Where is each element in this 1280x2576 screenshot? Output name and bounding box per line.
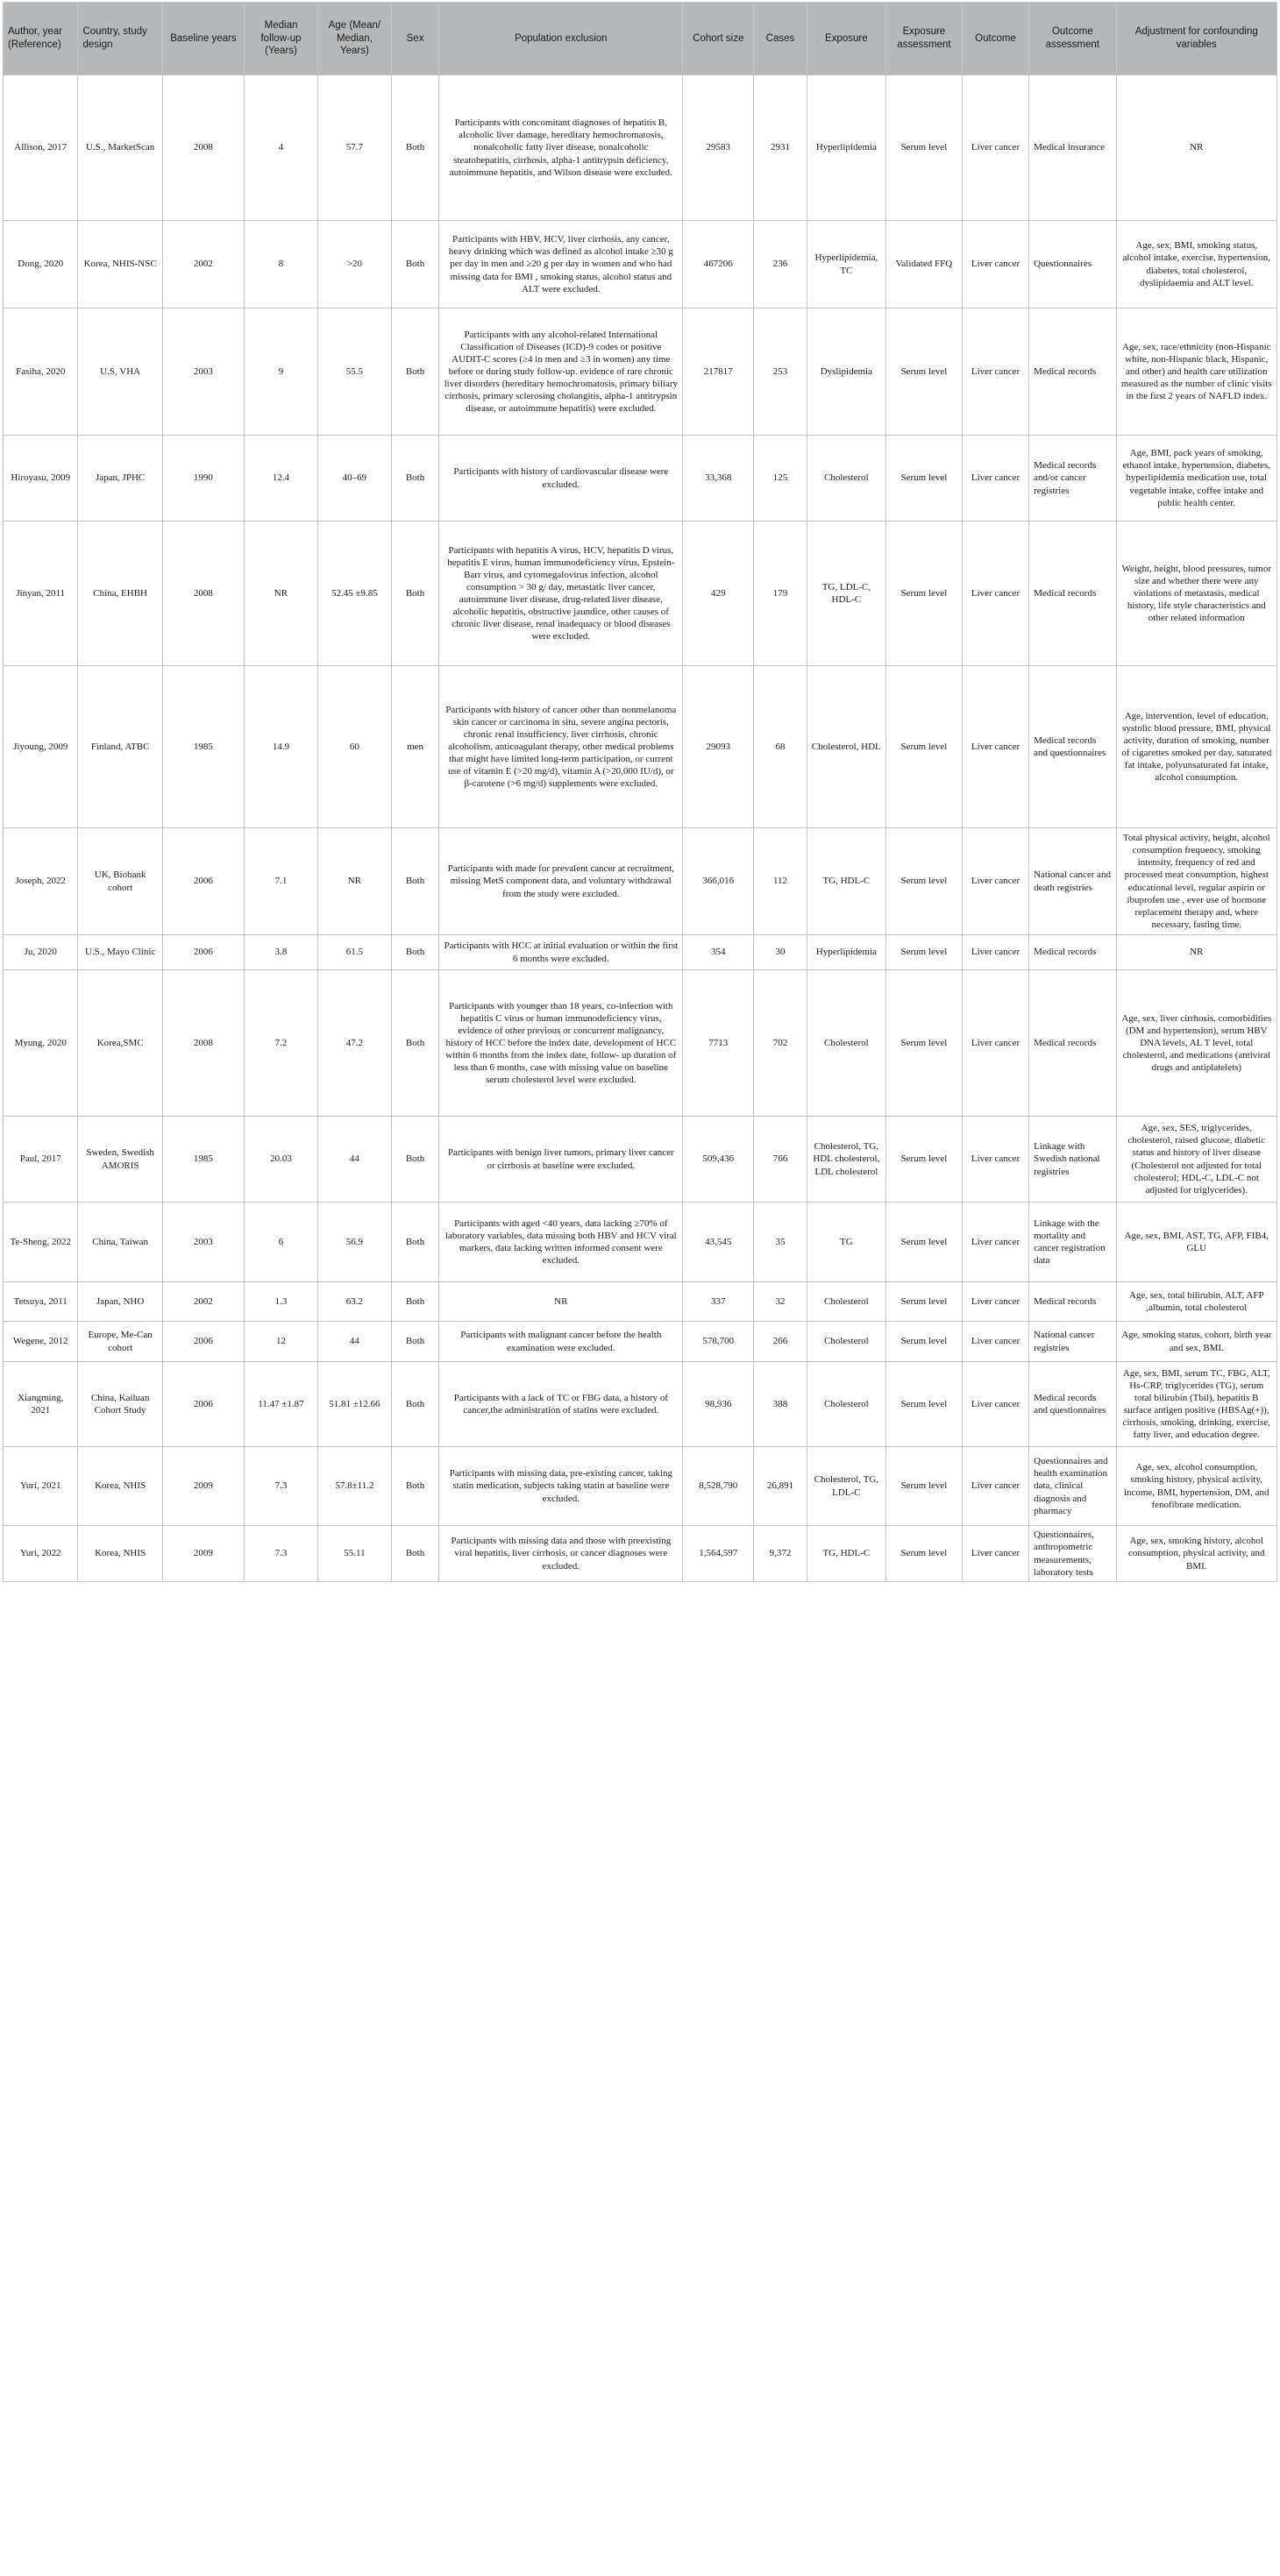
cases-cell: 68: [754, 666, 807, 828]
exposure-assessment-cell: Serum level: [885, 1526, 962, 1582]
adjustment-cell: NR: [1116, 75, 1276, 221]
cohort-size-cell: 467206: [683, 221, 754, 309]
exclusion-cell: NR: [439, 1282, 683, 1322]
exposure-cell: Cholesterol: [807, 1322, 885, 1362]
baseline-year-cell: 1985: [162, 666, 244, 828]
baseline-year-cell: 2002: [162, 1282, 244, 1322]
outcome-assessment-cell: Medical records: [1029, 935, 1116, 970]
baseline-year-cell: 2006: [162, 1362, 244, 1447]
adjustment-cell: Age, sex, alcohol consumption, smoking history, physical activity, income, BMI, hypertension, DM, and fenofibrate medication.: [1116, 1447, 1276, 1526]
exposure-cell: Cholesterol, TG, HDL cholesterol, LDL cholesterol: [807, 1117, 885, 1203]
outcome-assessment-cell: Medical records: [1029, 1282, 1116, 1322]
baseline-year-cell: 1990: [162, 436, 244, 522]
adjustment-cell: Age, sex, BMI, AST, TG, AFP, FIB4, GLU: [1116, 1203, 1276, 1282]
followup-cell: 4: [245, 75, 318, 221]
table-row: [4, 1203, 1277, 1282]
followup-cell: 8: [245, 221, 318, 309]
cohort-size-cell: 366,016: [683, 828, 754, 935]
outcome-assessment-cell: National cancer and death registries: [1029, 828, 1116, 935]
country-cell: Korea, NHIS: [78, 1447, 162, 1526]
adjustment-cell: Age, sex, liver cirrhosis, comorbidities (DM and hypertension), serum HBV DNA levels, AL T level, total cholesterol, and medications (antiviral drugs and antiplatelets): [1116, 970, 1276, 1117]
cohort-size-cell: 429: [683, 522, 754, 666]
sex-cell: Both: [391, 1203, 438, 1282]
cohort-size-cell: 29093: [683, 666, 754, 828]
cases-cell: 9,372: [754, 1526, 807, 1582]
exclusion-cell: Participants with younger than 18 years, co-infection with hepatitis C virus or human immunodeficiency virus, evidence of other previous or concurrent malignancy, history of HCC before the index date, development of HCC within 6 months from the index date, follow- up duration of less than 6 months, case with missing value on baseline serum cholesterol level were excluded.: [439, 970, 683, 1117]
author-cell: Ju, 2020: [4, 935, 78, 970]
cohort-size-cell: 43,545: [683, 1203, 754, 1282]
outcome-cell: Liver cancer: [962, 970, 1028, 1117]
header-cases: Cases: [754, 3, 807, 75]
outcome-cell: Liver cancer: [962, 1322, 1028, 1362]
exposure-assessment-cell: Serum level: [885, 1117, 962, 1203]
baseline-year-cell: 2003: [162, 309, 244, 436]
age-cell: 51.81 ±12.66: [317, 1362, 391, 1447]
cases-cell: 112: [754, 828, 807, 935]
country-cell: Korea,SMC: [78, 970, 162, 1117]
cases-cell: 125: [754, 436, 807, 522]
outcome-cell: Liver cancer: [962, 1526, 1028, 1582]
exclusion-cell: Participants with malignant cancer before the health examination were excluded.: [439, 1322, 683, 1362]
age-cell: 47.2: [317, 970, 391, 1117]
exclusion-cell: Participants with benign liver tumors, primary liver cancer or cirrhosis at baseline were excluded.: [439, 1117, 683, 1203]
exclusion-cell: Participants with made for prevalent cancer at recruitment, missing MetS component data, and voluntary withdrawal from the study were excluded.: [439, 828, 683, 935]
adjustment-cell: Age, sex, race/ethnicity (non-Hispanic white, non-Hispanic black, Hispanic, and other) and health care utilization measured as the number of clinic visits in the first 2 years of NAFLD index.: [1116, 309, 1276, 436]
cohort-size-cell: 578,700: [683, 1322, 754, 1362]
country-cell: Finland, ATBC: [78, 666, 162, 828]
author-cell: Hiroyasu, 2009: [4, 436, 78, 522]
country-cell: China, EHBH: [78, 522, 162, 666]
followup-cell: 14.9: [245, 666, 318, 828]
outcome-cell: Liver cancer: [962, 935, 1028, 970]
header-age: Age (Mean/ Median, Years): [317, 3, 391, 75]
outcome-cell: Liver cancer: [962, 1203, 1028, 1282]
author-cell: Fasiha, 2020: [4, 309, 78, 436]
baseline-year-cell: 2006: [162, 828, 244, 935]
followup-cell: 3.8: [245, 935, 318, 970]
cases-cell: 26,891: [754, 1447, 807, 1526]
exposure-assessment-cell: Serum level: [885, 75, 962, 221]
sex-cell: Both: [391, 970, 438, 1117]
cases-cell: 253: [754, 309, 807, 436]
adjustment-cell: Age, sex, BMI, serum TC, FBG, ALT, Hs-CRP, triglycerides (TG), serum total bilirubin (Tbil), hepatitis B surface antigen positive (HBSAg(+)), cirrhosis, smoking, drinking, exercise, fatty liver, and education degree.: [1116, 1362, 1276, 1447]
header-followup: Median follow-up (Years): [245, 3, 318, 75]
table-row: [4, 1282, 1277, 1322]
sex-cell: Both: [391, 935, 438, 970]
exposure-cell: Cholesterol, HDL: [807, 666, 885, 828]
cases-cell: 30: [754, 935, 807, 970]
sex-cell: Both: [391, 309, 438, 436]
age-cell: 63.2: [317, 1282, 391, 1322]
country-cell: UK, Biobank cohort: [78, 828, 162, 935]
sex-cell: Both: [391, 75, 438, 221]
outcome-cell: Liver cancer: [962, 1447, 1028, 1526]
age-cell: 52.45 ±9.85: [317, 522, 391, 666]
adjustment-cell: Age, sex, SES, triglycerides, cholesterol, raised glucose, diabetic status and history of liver disease (Cholesterol not adjusted for total cholesterol; HDL-C, LDL-C not adjusted for triglycerides).: [1116, 1117, 1276, 1203]
cases-cell: 766: [754, 1117, 807, 1203]
cases-cell: 179: [754, 522, 807, 666]
country-cell: China, Taiwan: [78, 1203, 162, 1282]
outcome-assessment-cell: Medical records: [1029, 970, 1116, 1117]
exclusion-cell: Participants with any alcohol-related International Classification of Diseases (ICD)-9 codes or positive AUDIT-C scores (≥4 in men and ≥3 in women) any time before or during study follow-up. evidence of rare chronic liver disorders (hereditary hemochromatosis, primary biliary cirrhosis, primary sclerosing cholangitis, alpha-1 antitrypsin disease, or autoimmune hepatitis) were excluded.: [439, 309, 683, 436]
baseline-year-cell: 2002: [162, 221, 244, 309]
exclusion-cell: Participants with concomitant diagnoses of hepatitis B, alcoholic liver damage, hereditary hemochromatosis, nonalcoholic fatty liver disease, nonalcoholic steatohepatitis, cirrhosis, alpha-1 antitrypsin deficiency, autoimmune hepatitis, and Wilson disease were excluded.: [439, 75, 683, 221]
exposure-cell: Hyperlipidemia: [807, 75, 885, 221]
age-cell: 55.11: [317, 1526, 391, 1582]
outcome-cell: Liver cancer: [962, 221, 1028, 309]
author-cell: Jiyoung, 2009: [4, 666, 78, 828]
sex-cell: Both: [391, 1526, 438, 1582]
baseline-year-cell: 1985: [162, 1117, 244, 1203]
outcome-cell: Liver cancer: [962, 309, 1028, 436]
age-cell: 56.9: [317, 1203, 391, 1282]
baseline-year-cell: 2006: [162, 935, 244, 970]
cohort-size-cell: 8,528,790: [683, 1447, 754, 1526]
sex-cell: men: [391, 666, 438, 828]
header-exposure: Exposure: [807, 3, 885, 75]
cases-cell: 702: [754, 970, 807, 1117]
table-row: [4, 221, 1277, 309]
followup-cell: NR: [245, 522, 318, 666]
author-cell: Te-Sheng, 2022: [4, 1203, 78, 1282]
adjustment-cell: Total physical activity, height, alcohol consumption frequency, smoking intensity, frequency of red and processed meat consumption, highest educational level, regular aspirin or ibuprofen use , ever use of hormone replacement therapy and, where necessary, fasting time.: [1116, 828, 1276, 935]
baseline-year-cell: 2008: [162, 75, 244, 221]
followup-cell: 12.4: [245, 436, 318, 522]
adjustment-cell: NR: [1116, 935, 1276, 970]
exclusion-cell: Participants with HBV, HCV, liver cirrhosis, any cancer, heavy drinking which was defined as alcohol intake ≥30 g per day in men and ≥20 g per day in women and who had missing data for BMI , smoking status, alcohol status and ALT were excluded.: [439, 221, 683, 309]
country-cell: Japan, JPHC: [78, 436, 162, 522]
outcome-assessment-cell: Linkage with Swedish national registries: [1029, 1117, 1116, 1203]
sex-cell: Both: [391, 1322, 438, 1362]
header-baseline: Baseline years: [162, 3, 244, 75]
header-outcome: Outcome: [962, 3, 1028, 75]
age-cell: 40–69: [317, 436, 391, 522]
outcome-assessment-cell: Medical records: [1029, 309, 1116, 436]
author-cell: Jinyan, 2011: [4, 522, 78, 666]
adjustment-cell: Age, sex, smoking history, alcohol consumption, physical activity, and BMI.: [1116, 1526, 1276, 1582]
author-cell: Yuri, 2022: [4, 1526, 78, 1582]
age-cell: 55.5: [317, 309, 391, 436]
table-row: [4, 1362, 1277, 1447]
sex-cell: Both: [391, 1447, 438, 1526]
exposure-cell: TG, HDL-C: [807, 828, 885, 935]
adjustment-cell: Weight, height, blood pressures, tumor size and whether there were any violations of metastasis, medical history, life style characteristics and other related information: [1116, 522, 1276, 666]
followup-cell: 7.3: [245, 1447, 318, 1526]
author-cell: Wegene, 2012: [4, 1322, 78, 1362]
cases-cell: 388: [754, 1362, 807, 1447]
baseline-year-cell: 2003: [162, 1203, 244, 1282]
country-cell: Japan, NHO: [78, 1282, 162, 1322]
outcome-cell: Liver cancer: [962, 522, 1028, 666]
cohort-size-cell: 33,368: [683, 436, 754, 522]
outcome-assessment-cell: Medical records and/or cancer registries: [1029, 436, 1116, 522]
followup-cell: 7.3: [245, 1526, 318, 1582]
exposure-cell: Hyperlipidemia: [807, 935, 885, 970]
sex-cell: Both: [391, 1362, 438, 1447]
exclusion-cell: Participants with aged <40 years, data lacking ≥70% of laboratory variables, data missing both HBV and HCV viral markers, data lacking written informed consent were excluded.: [439, 1203, 683, 1282]
baseline-year-cell: 2009: [162, 1526, 244, 1582]
table-row: [4, 75, 1277, 221]
exposure-cell: TG: [807, 1203, 885, 1282]
cohort-size-cell: 98,936: [683, 1362, 754, 1447]
outcome-cell: Liver cancer: [962, 1362, 1028, 1447]
outcome-assessment-cell: Medical insurance: [1029, 75, 1116, 221]
exposure-cell: Cholesterol, TG, LDL-C: [807, 1447, 885, 1526]
age-cell: 60: [317, 666, 391, 828]
adjustment-cell: Age, smoking status, cohort, birth year and sex, BMI.: [1116, 1322, 1276, 1362]
author-cell: Yuri, 2021: [4, 1447, 78, 1526]
country-cell: Sweden, Swedish AMORIS: [78, 1117, 162, 1203]
exposure-assessment-cell: Serum level: [885, 1447, 962, 1526]
followup-cell: 1.3: [245, 1282, 318, 1322]
outcome-assessment-cell: Medical records and questionnaires: [1029, 666, 1116, 828]
age-cell: 57.8±11.2: [317, 1447, 391, 1526]
adjustment-cell: Age, intervention, level of education, systolic blood pressure, BMI, physical activity, duration of smoking, number of cigarettes smoked per day, saturated fat intake, polyunsaturated fat intake, alcohol consumption.: [1116, 666, 1276, 828]
exposure-cell: Hyperlipidemia, TC: [807, 221, 885, 309]
exclusion-cell: Participants with missing data and those with preexisting viral hepatitis, liver cirrhosis, or cancer diagnoses were excluded.: [439, 1526, 683, 1582]
exposure-assessment-cell: Serum level: [885, 309, 962, 436]
baseline-year-cell: 2009: [162, 1447, 244, 1526]
author-cell: Dong, 2020: [4, 221, 78, 309]
table-row: [4, 828, 1277, 935]
author-cell: Paul, 2017: [4, 1117, 78, 1203]
outcome-cell: Liver cancer: [962, 828, 1028, 935]
country-cell: Europe, Me-Can cohort: [78, 1322, 162, 1362]
sex-cell: Both: [391, 1282, 438, 1322]
table-row: [4, 309, 1277, 436]
cases-cell: 35: [754, 1203, 807, 1282]
cohort-size-cell: 217817: [683, 309, 754, 436]
country-cell: U.S., MarketScan: [78, 75, 162, 221]
table-row: [4, 666, 1277, 828]
adjustment-cell: Age, sex, BMI, smoking status, alcohol intake, exercise, hypertension, diabetes, total cholesterol, dyslipidaemia and ALT level.: [1116, 221, 1276, 309]
exposure-assessment-cell: Serum level: [885, 1362, 962, 1447]
age-cell: >20: [317, 221, 391, 309]
exposure-assessment-cell: Serum level: [885, 1282, 962, 1322]
author-cell: Joseph, 2022: [4, 828, 78, 935]
exclusion-cell: Participants with HCC at initial evaluation or within the first 6 months were excluded.: [439, 935, 683, 970]
country-cell: Korea, NHIS-NSC: [78, 221, 162, 309]
cases-cell: 266: [754, 1322, 807, 1362]
country-cell: U.S, VHA: [78, 309, 162, 436]
cohort-size-cell: 337: [683, 1282, 754, 1322]
cases-cell: 236: [754, 221, 807, 309]
outcome-cell: Liver cancer: [962, 1117, 1028, 1203]
exposure-assessment-cell: Validated FFQ: [885, 221, 962, 309]
exclusion-cell: Participants with hepatitis A virus, HCV, hepatitis D virus, hepatitis E virus, human immunodeficiency virus, Epstein-Barr virus, and cytomegalovirus infection, alcohol consumption > 30 g/ day, metastatic liver cancer, autoimmune liver disease, drug-related liver disease, alcoholic hepatitis, obstructive jaundice, other causes of chronic liver disease, renal inadequacy or blood diseases were excluded.: [439, 522, 683, 666]
author-cell: Allison, 2017: [4, 75, 78, 221]
country-cell: U.S., Mayo Clinic: [78, 935, 162, 970]
sex-cell: Both: [391, 522, 438, 666]
table-body: [4, 75, 1277, 1582]
table-row: [4, 1117, 1277, 1203]
outcome-assessment-cell: Medical records and questionnaires: [1029, 1362, 1116, 1447]
table-row: [4, 436, 1277, 522]
exposure-assessment-cell: Serum level: [885, 1322, 962, 1362]
outcome-assessment-cell: Linkage with the mortality and cancer registration data: [1029, 1203, 1116, 1282]
exposure-assessment-cell: Serum level: [885, 970, 962, 1117]
header-country: Country, study design: [78, 3, 162, 75]
outcome-assessment-cell: Questionnaires, anthropometric measurements, laboratory tests: [1029, 1526, 1116, 1582]
adjustment-cell: Age, BMI, pack years of smoking, ethanol intake, hypertension, diabetes, hyperlipidemia medication use, total vegetable intake, coffee intake and public health center.: [1116, 436, 1276, 522]
baseline-year-cell: 2006: [162, 1322, 244, 1362]
sex-cell: Both: [391, 436, 438, 522]
author-cell: Xiangming, 2021: [4, 1362, 78, 1447]
exposure-cell: Cholesterol: [807, 1282, 885, 1322]
outcome-assessment-cell: Medical records: [1029, 522, 1116, 666]
exposure-cell: Cholesterol: [807, 436, 885, 522]
cohort-studies-table: [3, 2, 1277, 1582]
exclusion-cell: Participants with missing data, pre-existing cancer, taking statin medication, subjects taking statin at baseline were excluded.: [439, 1447, 683, 1526]
age-cell: 57.7: [317, 75, 391, 221]
exclusion-cell: Participants with a lack of TC or FBG data, a history of cancer,the administration of statins were excluded.: [439, 1362, 683, 1447]
table-row: [4, 1526, 1277, 1582]
exposure-cell: Dyslipidemia: [807, 309, 885, 436]
author-cell: Myung, 2020: [4, 970, 78, 1117]
table-row: [4, 522, 1277, 666]
cases-cell: 2931: [754, 75, 807, 221]
header-adjustment: Adjustment for confounding variables: [1116, 3, 1276, 75]
outcome-assessment-cell: Questionnaires: [1029, 221, 1116, 309]
outcome-cell: Liver cancer: [962, 1282, 1028, 1322]
exposure-assessment-cell: Serum level: [885, 828, 962, 935]
author-cell: Tetsuya, 2011: [4, 1282, 78, 1322]
age-cell: 61.5: [317, 935, 391, 970]
exposure-cell: TG, LDL-C, HDL-C: [807, 522, 885, 666]
baseline-year-cell: 2008: [162, 522, 244, 666]
cohort-size-cell: 509,436: [683, 1117, 754, 1203]
age-cell: 44: [317, 1117, 391, 1203]
followup-cell: 7.1: [245, 828, 318, 935]
table-row: [4, 1447, 1277, 1526]
cohort-size-cell: 1,564,597: [683, 1526, 754, 1582]
exposure-assessment-cell: Serum level: [885, 935, 962, 970]
exposure-cell: Cholesterol: [807, 970, 885, 1117]
followup-cell: 20.03: [245, 1117, 318, 1203]
country-cell: Korea, NHIS: [78, 1526, 162, 1582]
followup-cell: 12: [245, 1322, 318, 1362]
baseline-year-cell: 2008: [162, 970, 244, 1117]
followup-cell: 7.2: [245, 970, 318, 1117]
header-sex: Sex: [391, 3, 438, 75]
age-cell: NR: [317, 828, 391, 935]
header-exposure-assessment: Exposure assessment: [885, 3, 962, 75]
exposure-assessment-cell: Serum level: [885, 436, 962, 522]
exclusion-cell: Participants with history of cardiovascular disease were excluded.: [439, 436, 683, 522]
age-cell: 44: [317, 1322, 391, 1362]
exposure-assessment-cell: Serum level: [885, 1203, 962, 1282]
outcome-cell: Liver cancer: [962, 75, 1028, 221]
followup-cell: 9: [245, 309, 318, 436]
exposure-assessment-cell: Serum level: [885, 666, 962, 828]
exposure-cell: TG, HDL-C: [807, 1526, 885, 1582]
country-cell: China, Kailuan Cohort Study: [78, 1362, 162, 1447]
header-outcome-assessment: Outcome assessment: [1029, 3, 1116, 75]
adjustment-cell: Age, sex, total bilirubin, ALT, AFP ,albumin, total cholesterol: [1116, 1282, 1276, 1322]
sex-cell: Both: [391, 828, 438, 935]
cohort-size-cell: 29583: [683, 75, 754, 221]
sex-cell: Both: [391, 1117, 438, 1203]
followup-cell: 6: [245, 1203, 318, 1282]
header-row: [4, 3, 1277, 75]
cohort-size-cell: 7713: [683, 970, 754, 1117]
followup-cell: 11.47 ±1.87: [245, 1362, 318, 1447]
header-cohort: Cohort size: [683, 3, 754, 75]
header-exclusion: Population exclusion: [439, 3, 683, 75]
exclusion-cell: Participants with history of cancer other than nonmelanoma skin cancer or carcinoma in situ, severe angina pectoris, chronic renal insufficiency, liver cirrhosis, chronic alcoholism, anticoagulant therapy, other medical problems that might have limited long-term participation, or current use of vitamin E (>20 mg/d), vitamin A (>20,000 IU/d), or β-carotene (>6 mg/d) supplements were excluded.: [439, 666, 683, 828]
table-row: [4, 970, 1277, 1117]
header-author: Author, year (Reference): [4, 3, 78, 75]
table-row: [4, 1322, 1277, 1362]
exposure-assessment-cell: Serum level: [885, 522, 962, 666]
outcome-cell: Liver cancer: [962, 436, 1028, 522]
outcome-cell: Liver cancer: [962, 666, 1028, 828]
outcome-assessment-cell: National cancer registries: [1029, 1322, 1116, 1362]
exposure-cell: Cholesterol: [807, 1362, 885, 1447]
sex-cell: Both: [391, 221, 438, 309]
cohort-size-cell: 354: [683, 935, 754, 970]
table-row: [4, 935, 1277, 970]
cases-cell: 32: [754, 1282, 807, 1322]
outcome-assessment-cell: Questionnaires and health examination data, clinical diagnosis and pharmacy: [1029, 1447, 1116, 1526]
